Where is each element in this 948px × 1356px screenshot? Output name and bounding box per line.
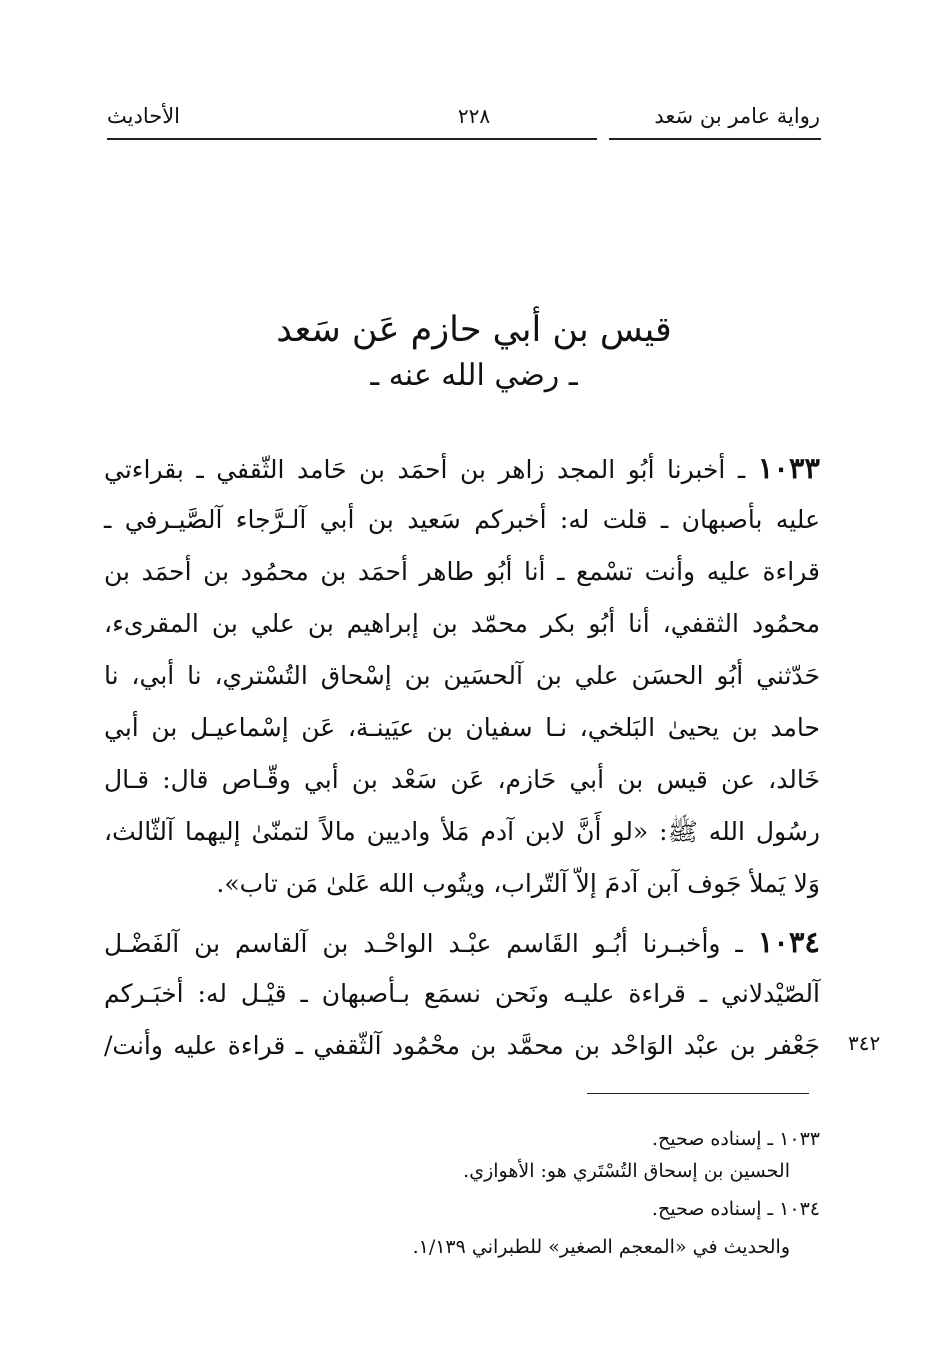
hadith-number: ١٠٣٤ — [757, 925, 820, 959]
running-header-section: الأحاديث — [107, 104, 181, 128]
page-number: ٢٢٨ — [457, 104, 491, 128]
chapter-subtitle: ـ رضي الله عنه ـ — [370, 358, 578, 393]
hadith-1033-line: حامد بن يحيىٰ البَلخي، نـا سفيان بن عيَينـة، عَن إسْماعيـل بن أبي — [104, 713, 820, 742]
hadith-1034-line: جَعْفر بن عبْد الوَاحْد بن محمَّد بن محْمُود آلثّقفي ـ قراءة عليه وأنت/ — [104, 1031, 820, 1060]
hadith-1034-line — [104, 914, 820, 970]
footnote-rule — [587, 1093, 809, 1094]
hadith-text: ـ وأخبـرنا أبُـو القَاسم عبْـد الواحْـد بن آلقاسم بن آلفَضْـل — [104, 929, 743, 958]
chapter-title: قيس بن أبي حازم عَن سَعد — [276, 310, 672, 350]
hadith-text: ـ أخبرنا أبُو المجد زاهر بن أحمَد بن حَامد الثّقفي ـ بقراءتي — [104, 455, 746, 484]
footnote: ١٠٣٣ ـ إسناده صحيح. — [651, 1128, 820, 1150]
footnote: الحسين بن إسحاق التُسْتَري هو: الأهوازي. — [463, 1160, 790, 1182]
hadith-1033-line: محمُود الثقفي، أنا أبُو بكر محمّد بن إبراهيم بن علي بن المقرىء، — [104, 609, 820, 638]
hadith-1033-line: حَدّثني أبُو الحسَن علي بن آلحسَين بن إسْحاق التُسْتري، نا أبي، نا — [104, 661, 820, 690]
hadith-1033-line: عليه بأصبهان ـ قلت له: أخبركم سَعيد بن أبي آلـرَّجاء آلصَّيـرفي ـ — [104, 505, 820, 534]
footnote: والحديث في «المعجم الصغير» للطبراني ١/١٣٩. — [412, 1236, 790, 1258]
manuscript-folio-note: ٣٤٢ — [848, 1031, 881, 1055]
hadith-1034-line: آلصّيْدلاني ـ قراءة عليـه ونَحن نسمَع بـأصبهان ـ قيْـل له: أخبَـركم — [104, 979, 820, 1008]
hadith-1033-line: وَلا يَملأ جَوف آبن آدمَ إلاّ آلتّراب، ويتُوب الله عَلىٰ مَن تاب». — [216, 869, 820, 898]
hadith-number: ١٠٣٣ — [757, 451, 820, 485]
footnote: ١٠٣٤ ـ إسناده صحيح. — [651, 1198, 820, 1220]
header-rule-right — [609, 138, 821, 140]
hadith-1033-line: رسُول الله ﷺ: «لو أَنَّ لابن آدم مَلأ واديين مالاً لتمنّىٰ إليهما آلثّالث، — [104, 817, 820, 846]
hadith-1033-line — [104, 440, 820, 496]
header-rule-left — [107, 138, 597, 140]
running-header-title: رواية عامر بن سَعد — [654, 104, 820, 128]
hadith-1033-line: خَالد، عن قيس بن أبي حَازم، عَن سَعْد بن أبي وقّـاص قال: قـال — [104, 765, 820, 794]
hadith-1033-line: قراءة عليه وأنت تسْمع ـ أنا أبُو طاهر أحمَد بن محمُود بن أحمَد بن — [104, 557, 820, 586]
